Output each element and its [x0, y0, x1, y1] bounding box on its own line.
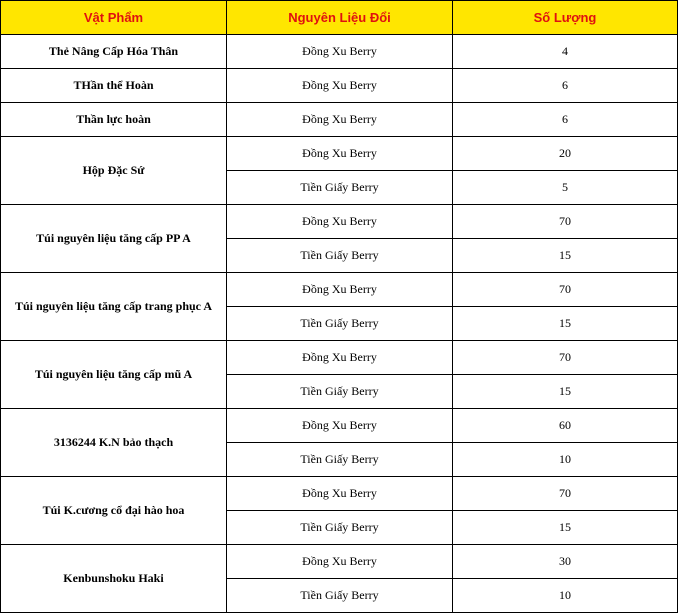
item-name-cell: Túi nguyên liệu tăng cấp trang phục A: [1, 273, 227, 341]
material-cell: Tiền Giấy Berry: [227, 443, 453, 477]
table-row: [1, 477, 678, 511]
material-cell: Đồng Xu Berry: [227, 205, 453, 239]
table-row: [1, 35, 678, 69]
material-cell: Đồng Xu Berry: [227, 273, 453, 307]
quantity-cell: 20: [453, 137, 678, 171]
quantity-cell: 15: [453, 239, 678, 273]
material-cell: Tiền Giấy Berry: [227, 307, 453, 341]
item-name-cell: Túi K.cương cổ đại hào hoa: [1, 477, 227, 545]
material-cell: Đồng Xu Berry: [227, 103, 453, 137]
item-name-cell: THần thể Hoàn: [1, 69, 227, 103]
table-row: [1, 69, 678, 103]
quantity-cell: 60: [453, 409, 678, 443]
quantity-cell: 10: [453, 443, 678, 477]
item-name-cell: Thần lực hoàn: [1, 103, 227, 137]
quantity-cell: 5: [453, 171, 678, 205]
quantity-cell: 15: [453, 307, 678, 341]
material-cell: Đồng Xu Berry: [227, 341, 453, 375]
table-row: [1, 137, 678, 171]
material-cell: Tiền Giấy Berry: [227, 239, 453, 273]
quantity-cell: 70: [453, 477, 678, 511]
table-row: [1, 273, 678, 307]
quantity-cell: 6: [453, 103, 678, 137]
material-cell: Tiền Giấy Berry: [227, 579, 453, 613]
header-material: Nguyên Liệu Đổi: [227, 1, 453, 35]
material-cell: Đồng Xu Berry: [227, 137, 453, 171]
header-row: [1, 1, 678, 35]
quantity-cell: 10: [453, 579, 678, 613]
material-cell: Tiền Giấy Berry: [227, 511, 453, 545]
table-row: [1, 545, 678, 579]
quantity-cell: 4: [453, 35, 678, 69]
table-row: [1, 103, 678, 137]
item-name-cell: Thẻ Nâng Cấp Hóa Thân: [1, 35, 227, 69]
header-quantity: Số Lượng: [453, 1, 678, 35]
table-row: [1, 409, 678, 443]
material-cell: Đồng Xu Berry: [227, 409, 453, 443]
quantity-cell: 15: [453, 511, 678, 545]
item-name-cell: Túi nguyên liệu tăng cấp mũ A: [1, 341, 227, 409]
quantity-cell: 15: [453, 375, 678, 409]
quantity-cell: 70: [453, 205, 678, 239]
material-cell: Đồng Xu Berry: [227, 477, 453, 511]
material-cell: Đồng Xu Berry: [227, 35, 453, 69]
material-cell: Đồng Xu Berry: [227, 69, 453, 103]
table-row: [1, 341, 678, 375]
item-name-cell: Túi nguyên liệu tăng cấp PP A: [1, 205, 227, 273]
item-name-cell: 3136244 K.N bảo thạch: [1, 409, 227, 477]
quantity-cell: 6: [453, 69, 678, 103]
quantity-cell: 30: [453, 545, 678, 579]
material-cell: Đồng Xu Berry: [227, 545, 453, 579]
quantity-cell: 70: [453, 341, 678, 375]
header-item: Vật Phẩm: [1, 1, 227, 35]
table-row: [1, 205, 678, 239]
quantity-cell: 70: [453, 273, 678, 307]
material-cell: Tiền Giấy Berry: [227, 375, 453, 409]
material-cell: Tiền Giấy Berry: [227, 171, 453, 205]
item-name-cell: Kenbunshoku Haki: [1, 545, 227, 613]
item-name-cell: Hộp Đặc Sứ: [1, 137, 227, 205]
